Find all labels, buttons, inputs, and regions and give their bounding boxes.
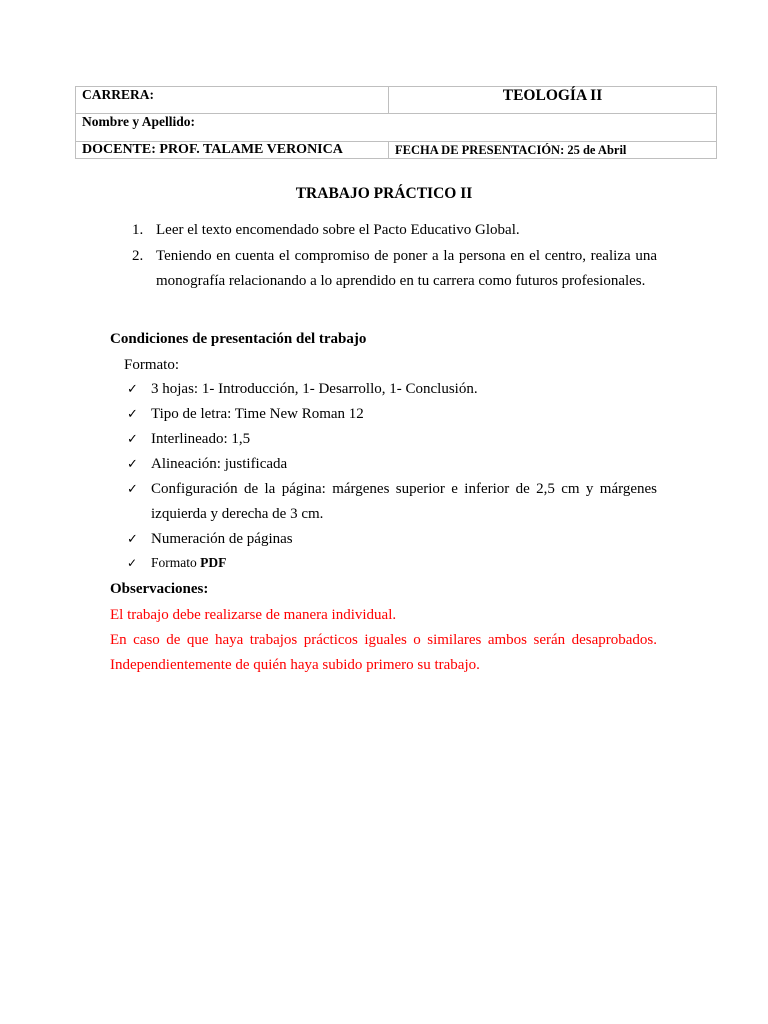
task-item [110, 244, 657, 295]
task-item [110, 218, 657, 244]
condition-text-prefix: Formato [151, 555, 201, 570]
condition-text: Interlineado: 1,5 [151, 431, 251, 447]
header-table [75, 86, 717, 159]
check-icon: ✓ [127, 407, 138, 422]
observation-line: En caso de que haya trabajos prácticos iguales o similares ambos serán desaprobados. [110, 632, 657, 648]
document-title: TRABAJO PRÁCTICO II [295, 185, 473, 202]
condition-text: Configuración de la página: márgenes superior e inferior de 2,5 cm y márgenes izquierda y derecha de 3 cm. [151, 481, 657, 522]
task-list [110, 218, 657, 295]
observation-line: Independientemente de quién haya subido primero su trabajo. [110, 657, 480, 673]
condition-item [110, 552, 657, 574]
conditions-heading: Condiciones de presentación del trabajo [110, 331, 367, 347]
observations-heading: Observaciones: [110, 581, 209, 597]
nombre-label: Nombre y Apellido: [76, 114, 717, 142]
check-icon: ✓ [127, 532, 138, 547]
formato-label: Formato: [124, 357, 179, 373]
task-number: 1. [132, 222, 144, 238]
condition-item [110, 452, 657, 477]
condition-item [110, 427, 657, 452]
condition-item [110, 477, 657, 527]
check-icon: ✓ [127, 482, 138, 497]
condition-text: Alineación: justificada [151, 456, 288, 472]
check-icon: ✓ [127, 556, 138, 570]
condition-text-bold: PDF [200, 555, 227, 570]
condition-text: Numeración de páginas [151, 531, 293, 547]
observations-text [110, 603, 657, 678]
condition-text: 3 hojas: 1- Introducción, 1- Desarrollo, 1- Conclusión. [151, 381, 478, 397]
check-icon: ✓ [127, 457, 138, 472]
condition-item [110, 402, 657, 427]
condition-text: Tipo de letra: Time New Roman 12 [151, 406, 364, 422]
condition-item [110, 377, 657, 402]
task-text: Teniendo en cuenta el compromiso de poner a la persona en el centro, realiza una monografía relacionando a lo aprendido en tu carrera como futuros profesionales. [156, 247, 657, 289]
carrera-label: CARRERA: [76, 87, 389, 114]
conditions-list [110, 377, 657, 574]
condition-item [110, 527, 657, 552]
task-number: 2. [132, 247, 144, 264]
subject-name: TEOLOGÍA II [389, 87, 717, 114]
check-icon: ✓ [127, 382, 138, 397]
observation-line: El trabajo debe realizarse de manera individual. [110, 607, 397, 623]
check-icon: ✓ [127, 432, 138, 447]
docente-label: DOCENTE: PROF. TALAME VERONICA [76, 142, 389, 159]
fecha-presentacion: FECHA DE PRESENTACIÓN: 25 de Abril [389, 142, 717, 159]
task-text: Leer el texto encomendado sobre el Pacto Educativo Global. [156, 222, 520, 238]
